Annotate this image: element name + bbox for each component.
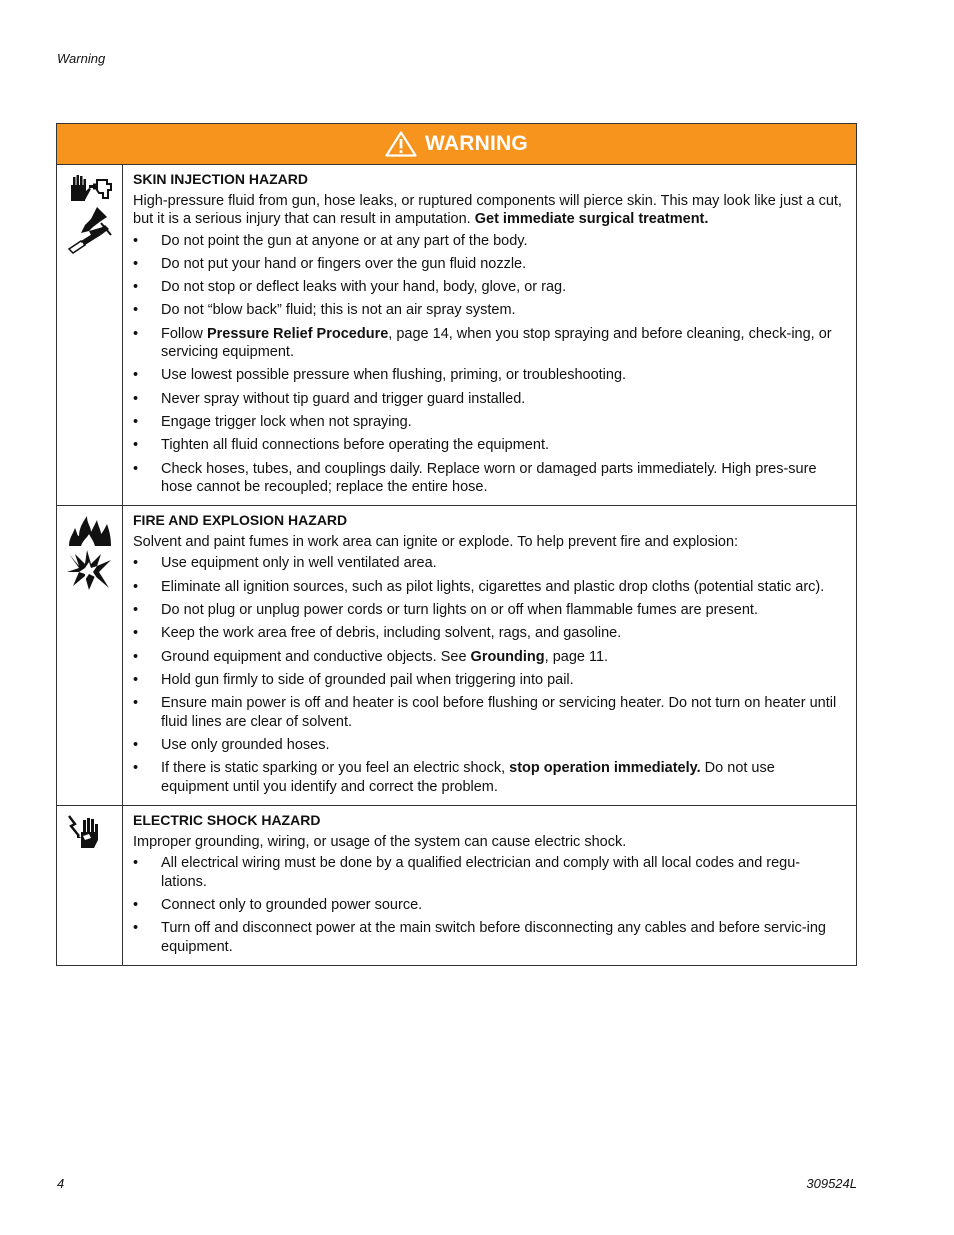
fire-explosion-list [133,554,846,796]
list-item: • Eliminate all ignition sources, such as pilot lights, cigarettes and plastic drop cloths (potential static arc). [133,578,846,597]
list-item: • If there is static sparking or you feel an electric shock, stop operation immediately. Do not use equipment until you identify and correct the problem. [133,759,846,796]
page-number: 4 [57,1176,65,1191]
skin-injection-icon [67,205,115,255]
list-item: • Do not point the gun at anyone or at any part of the body. [133,232,846,251]
electric-shock-icon [67,812,103,850]
electric-shock-icons [57,806,123,965]
skin-injection-row [57,165,856,506]
list-item: • Do not “blow back” fluid; this is not an air spray system. [133,301,846,320]
list-item: • Use only grounded hoses. [133,736,846,755]
list-item: • Turn off and disconnect power at the main switch before disconnecting any cables and before servic-ing equipment. [133,919,846,956]
fire-explosion-icons [57,506,123,805]
hazard-title: ELECTRIC SHOCK HAZARD [133,812,321,829]
list-item: • Do not stop or deflect leaks with your hand, body, glove, or rag. [133,278,846,297]
document-number: 309524L [806,1176,857,1191]
hazard-title: SKIN INJECTION HAZARD [133,171,309,187]
flame-icon [67,512,113,548]
electric-shock-row [57,806,856,965]
list-item: • Connect only to grounded power source. [133,896,846,915]
list-item: • Ground equipment and conductive objects. See Grounding, page 11. [133,648,846,667]
skin-injection-list [133,232,846,497]
warning-banner [57,124,856,165]
fire-explosion-text [123,506,856,805]
skin-injection-icons [57,165,123,505]
list-item: • Follow Pressure Relief Procedure, page 14, when you stop spraying and before cleaning, check-ing, or servicing equipment. [133,325,846,362]
hazard-description: Improper grounding, wiring, or usage of the system can cause electric shock. [133,833,627,850]
electric-shock-list [133,854,846,956]
electric-shock-text [123,806,856,965]
warning-title: WARNING [425,132,528,155]
hazard-description: Solvent and paint fumes in work area can ignite or explode. To help prevent fire and explosion: [133,533,739,550]
explosion-icon [67,550,113,590]
warning-table [56,123,857,966]
list-item: • All electrical wiring must be done by a qualified electrician and comply with all local codes and regu-lations. [133,854,846,891]
list-item: • Use equipment only in well ventilated area. [133,554,846,573]
list-item: • Use lowest possible pressure when flushing, priming, or troubleshooting. [133,366,846,385]
list-item: • Do not plug or unplug power cords or turn lights on or off when flammable fumes are present. [133,601,846,620]
hand-spray-icon [67,171,115,203]
list-item: • Ensure main power is off and heater is cool before flushing or servicing heater. Do not turn on heater until fluid lines are clear of solvent. [133,694,846,731]
hazard-description: High-pressure fluid from gun, hose leaks, or ruptured components will pierce skin. This may look like just a cut, but it is a serious injury that can result in amputation. Get immediate surgical treatment. [133,192,842,227]
list-item: • Engage trigger lock when not spraying. [133,413,846,432]
hazard-title: FIRE AND EXPLOSION HAZARD [133,512,348,529]
running-head: Warning [57,51,106,66]
list-item: • Keep the work area free of debris, including solvent, rags, and gasoline. [133,624,846,643]
list-item: • Do not put your hand or fingers over the gun fluid nozzle. [133,255,846,274]
list-item: • Check hoses, tubes, and couplings daily. Replace worn or damaged parts immediately. High pres-sure hose cannot be recoupled; replace the entire hose. [133,460,846,497]
list-item: • Hold gun firmly to side of grounded pail when triggering into pail. [133,671,846,690]
skin-injection-text [123,165,856,505]
fire-explosion-row [57,506,856,806]
warning-triangle-icon [385,131,417,157]
list-item: • Never spray without tip guard and trigger guard installed. [133,390,846,409]
list-item: • Tighten all fluid connections before operating the equipment. [133,436,846,455]
